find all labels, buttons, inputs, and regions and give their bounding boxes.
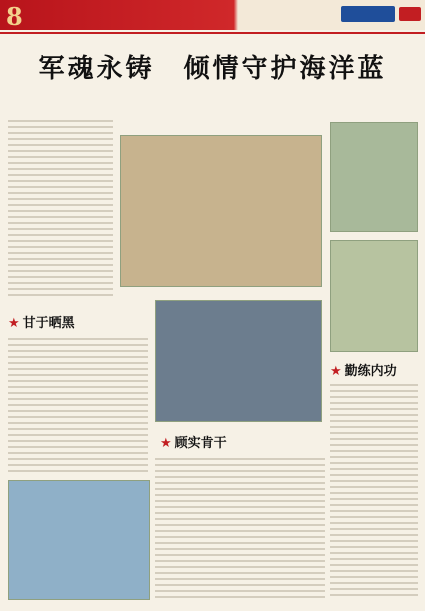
star-icon: ★ xyxy=(8,316,20,331)
photo xyxy=(330,240,418,352)
star-icon: ★ xyxy=(160,436,172,451)
photo xyxy=(330,122,418,232)
main-headline: 军魂永铸 倾情守护海洋蓝 xyxy=(38,54,387,84)
photo xyxy=(8,480,150,600)
section-title: ★ 甘于晒黑 xyxy=(8,316,75,331)
section-title: ★ 顾实肯干 xyxy=(160,436,227,451)
article-text-block xyxy=(155,458,325,598)
page-section-number: 8 xyxy=(6,2,23,31)
newspaper-logo xyxy=(341,6,395,22)
header-divider xyxy=(0,32,425,34)
article-text-block xyxy=(8,120,113,300)
masthead xyxy=(0,0,425,30)
star-icon: ★ xyxy=(330,364,342,379)
section-title: ★ 勤练内功 xyxy=(330,364,397,379)
photo xyxy=(120,135,322,287)
article-text-block xyxy=(8,338,148,473)
article-text-block xyxy=(330,384,418,599)
photo xyxy=(155,300,322,422)
page-badge xyxy=(399,7,421,21)
